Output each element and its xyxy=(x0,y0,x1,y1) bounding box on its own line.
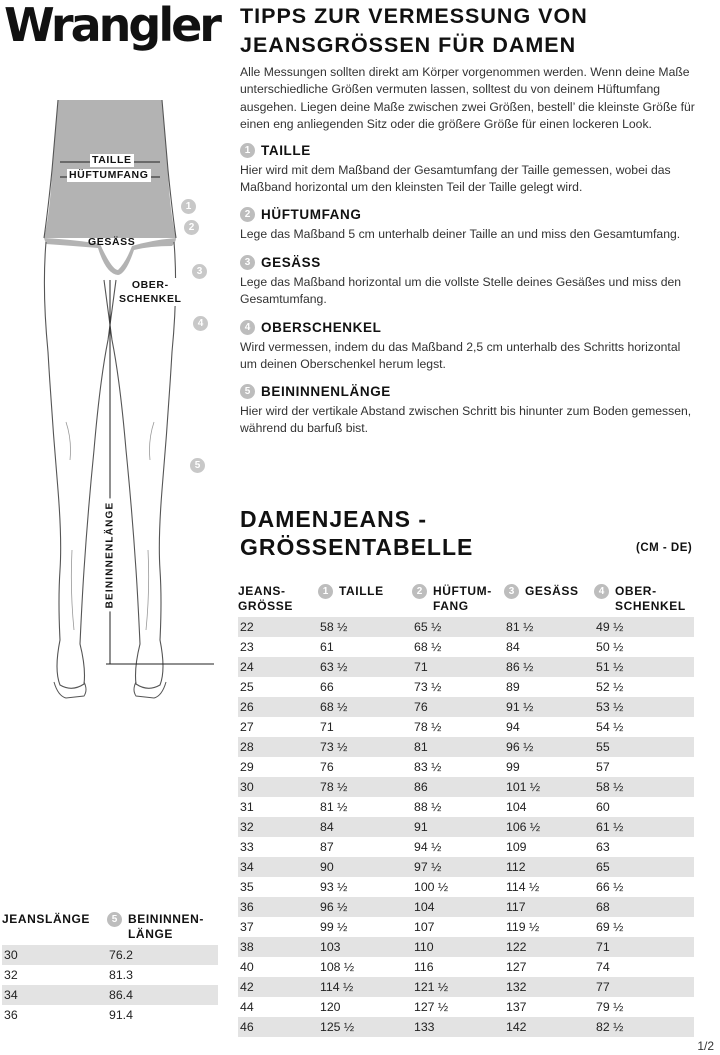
table-cell: 103 xyxy=(318,937,412,957)
table-cell: 78 ½ xyxy=(414,720,442,734)
table-cell: 101 ½ xyxy=(504,777,594,797)
number-1-icon: 1 xyxy=(240,143,255,158)
table-cell: 90 xyxy=(318,857,412,877)
table-cell: 82 ½ xyxy=(594,1017,694,1037)
table-cell: 119 ½ xyxy=(506,920,540,934)
table-cell: 46 xyxy=(238,1017,318,1037)
table-row xyxy=(238,737,694,757)
table-cell: 63 xyxy=(596,840,610,854)
table-cell: 60 xyxy=(596,800,610,814)
table-cell: 30 xyxy=(2,945,107,965)
table-cell: 86.4 xyxy=(107,985,218,1005)
table-cell: 27 xyxy=(240,720,254,734)
table-cell: 104 xyxy=(506,800,527,814)
table-cell: 57 xyxy=(596,760,610,774)
table-cell: 127 xyxy=(506,960,527,974)
table-row xyxy=(238,857,694,877)
table-cell: 78 ½ xyxy=(318,777,412,797)
number-5-icon: 5 xyxy=(107,912,122,927)
figure-number-4-icon: 4 xyxy=(193,316,208,331)
column-header: JEANS- GRÖSSE xyxy=(238,584,293,613)
table-cell: 91.4 xyxy=(109,1008,133,1022)
section-taille xyxy=(240,140,700,196)
page-number: 1/2 xyxy=(697,1039,714,1053)
section-oberschenkel xyxy=(240,317,700,373)
table-cell: 31 xyxy=(240,800,254,814)
wrangler-logo: Wrangler xyxy=(4,0,219,52)
section-heading: TAILLE xyxy=(261,142,311,158)
body-measurement-figure xyxy=(0,70,220,710)
table-cell: 71 xyxy=(320,720,334,734)
number-2-icon: 2 xyxy=(240,207,255,222)
figure-label-beininnenlaenge: BEININNENLÄNGE xyxy=(103,500,117,610)
table-cell: 49 ½ xyxy=(594,617,694,637)
table-cell: 42 xyxy=(238,977,318,997)
table-cell: 33 xyxy=(240,840,254,854)
table-row xyxy=(238,757,694,777)
table-cell: 87 xyxy=(320,840,334,854)
table-row xyxy=(238,617,694,637)
table-cell: 68 xyxy=(594,897,694,917)
section-body: Hier wird der vertikale Abstand zwischen Schritt bis hinunter zum Boden gemessen, während du barfuß bist. xyxy=(240,404,692,435)
table-cell: 53 ½ xyxy=(594,697,694,717)
table-cell: 66 xyxy=(320,680,334,694)
table-row xyxy=(238,997,694,1017)
table-cell: 55 xyxy=(594,737,694,757)
table-cell: 142 xyxy=(504,1017,594,1037)
section-heading: OBERSCHENKEL xyxy=(261,319,382,335)
table-cell: 84 xyxy=(506,640,520,654)
table-cell: 25 xyxy=(240,680,254,694)
unit-label: (CM - DE) xyxy=(636,542,693,554)
table-cell: 79 ½ xyxy=(596,1000,624,1014)
table-cell: 127 ½ xyxy=(414,1000,449,1014)
column-header: 5 BEININNEN- LÄNGE xyxy=(107,912,218,945)
table-cell: 54 ½ xyxy=(596,720,624,734)
table-cell: 22 xyxy=(238,617,318,637)
table-row xyxy=(2,985,218,1005)
table-cell: 116 xyxy=(414,960,434,974)
table-row xyxy=(238,797,694,817)
table-cell: 108 ½ xyxy=(320,960,355,974)
figure-number-5-icon: 5 xyxy=(190,458,205,473)
table-cell: 65 ½ xyxy=(412,617,504,637)
column-header: 2 HÜFTUM- FANG xyxy=(412,584,504,617)
table-row xyxy=(238,837,694,857)
figure-label-gesaess: GESÄSS xyxy=(88,236,136,248)
table-cell: 73 ½ xyxy=(414,680,442,694)
table-cell: 28 xyxy=(238,737,318,757)
table-cell: 99 xyxy=(506,760,520,774)
figure-label-taille: TAILLE xyxy=(92,154,132,166)
table-cell: 81.3 xyxy=(109,968,133,982)
table-cell: 58 ½ xyxy=(318,617,412,637)
table-cell: 63 ½ xyxy=(318,657,412,677)
table-cell: 89 xyxy=(506,680,520,694)
section-gesaess xyxy=(240,252,700,308)
table-row xyxy=(2,1005,218,1025)
number-2-icon: 2 xyxy=(412,584,427,599)
table-cell: 36 xyxy=(238,897,318,917)
page-title xyxy=(240,2,710,60)
figure-number-3-icon: 3 xyxy=(192,264,207,279)
table-cell: 23 xyxy=(240,640,254,654)
table-row xyxy=(238,917,694,937)
table-row xyxy=(238,977,694,997)
table-row xyxy=(238,677,694,697)
number-5-icon: 5 xyxy=(240,384,255,399)
column-header: 3 GESÄSS xyxy=(504,584,594,617)
table-cell: 81 xyxy=(412,737,504,757)
table-cell: 88 ½ xyxy=(414,800,442,814)
table-cell: 40 xyxy=(240,960,254,974)
title-line-2: JEANSGRÖSSEN FÜR DAMEN xyxy=(240,33,577,57)
number-3-icon: 3 xyxy=(240,255,255,270)
table-row xyxy=(238,937,694,957)
table-cell: 76 xyxy=(412,697,504,717)
figure-number-1-icon: 1 xyxy=(181,199,196,214)
figure-number-2-icon: 2 xyxy=(184,220,199,235)
table-cell: 104 xyxy=(412,897,504,917)
length-table xyxy=(2,912,218,1025)
table-cell: 114 ½ xyxy=(318,977,412,997)
section-hueftumfang xyxy=(240,204,700,243)
figure-label-oberschenkel: OBER- SCHENKEL xyxy=(119,279,182,305)
column-header: JEANSLÄNGE xyxy=(2,912,91,926)
table-cell: 94 xyxy=(506,720,520,734)
table-cell: 69 ½ xyxy=(596,920,624,934)
table-row xyxy=(238,877,694,897)
table-cell: 94 ½ xyxy=(414,840,442,854)
table-cell: 97 ½ xyxy=(412,857,504,877)
table-cell: 83 ½ xyxy=(414,760,442,774)
table-cell: 91 xyxy=(412,817,504,837)
table-cell: 81 ½ xyxy=(504,617,594,637)
table-cell: 121 ½ xyxy=(412,977,504,997)
table-cell: 120 xyxy=(320,1000,341,1014)
table-row xyxy=(238,657,694,677)
table-cell: 32 xyxy=(4,968,18,982)
table-cell: 68 ½ xyxy=(318,697,412,717)
number-4-icon: 4 xyxy=(240,320,255,335)
column-header: 4 OBER- SCHENKEL xyxy=(594,584,694,617)
number-1-icon: 1 xyxy=(318,584,333,599)
table-cell: 122 xyxy=(504,937,594,957)
table-cell: 52 ½ xyxy=(596,680,624,694)
table-cell: 73 ½ xyxy=(318,737,412,757)
table-cell: 35 xyxy=(240,880,254,894)
table-cell: 96 ½ xyxy=(504,737,594,757)
table-cell: 34 xyxy=(238,857,318,877)
section-beininnenlaenge xyxy=(240,381,700,437)
table-cell: 30 xyxy=(238,777,318,797)
table-row xyxy=(2,965,218,985)
table-cell: 117 xyxy=(504,897,594,917)
table-row xyxy=(238,637,694,657)
section-body: Wird vermessen, indem du das Maßband 2,5 cm unterhalb des Schritts horizontal um deinen Oberschenkel herum legst. xyxy=(240,340,681,371)
table-title: DAMENJEANS - GRÖSSENTABELLE xyxy=(240,506,474,560)
table-cell: 125 ½ xyxy=(318,1017,412,1037)
table-row xyxy=(238,697,694,717)
table-cell: 77 xyxy=(594,977,694,997)
table-row xyxy=(238,897,694,917)
column-header: 1 TAILLE xyxy=(318,584,412,617)
table-cell: 58 ½ xyxy=(594,777,694,797)
table-cell: 110 xyxy=(412,937,504,957)
table-cell: 37 xyxy=(240,920,254,934)
table-cell: 114 ½ xyxy=(506,880,540,894)
table-cell: 68 ½ xyxy=(414,640,442,654)
table-cell: 29 xyxy=(240,760,254,774)
table-row xyxy=(238,777,694,797)
table-cell: 50 ½ xyxy=(596,640,624,654)
table-row xyxy=(238,717,694,737)
table-cell: 106 ½ xyxy=(504,817,594,837)
table-cell: 84 xyxy=(318,817,412,837)
table-cell: 44 xyxy=(240,1000,254,1014)
table-cell: 86 xyxy=(412,777,504,797)
table-cell: 107 xyxy=(414,920,435,934)
table-cell: 36 xyxy=(4,1008,18,1022)
section-body: Lege das Maßband horizontal um die vollste Stelle deines Gesäßes und miss den Gesamtumfang. xyxy=(240,275,682,306)
table-cell: 34 xyxy=(2,985,107,1005)
table-row xyxy=(238,1017,694,1037)
section-body: Hier wird mit dem Maßband der Gesamtumfang der Taille gemessen, wobei das Maßband horizontal um den kleinsten Teil der Taille gelegt wird. xyxy=(240,163,671,194)
table-cell: 76 xyxy=(320,760,334,774)
table-cell: 65 xyxy=(594,857,694,877)
table-cell: 32 xyxy=(238,817,318,837)
table-row xyxy=(238,957,694,977)
section-heading: GESÄSS xyxy=(261,254,321,270)
title-line-1: TIPPS ZUR VERMESSUNG VON xyxy=(240,4,588,28)
size-table xyxy=(238,584,694,1037)
figure-label-hueftumfang: HÜFTUMFANG xyxy=(69,169,149,181)
table-cell: 96 ½ xyxy=(318,897,412,917)
table-cell: 100 ½ xyxy=(414,880,449,894)
number-3-icon: 3 xyxy=(504,584,519,599)
section-heading: HÜFTUMFANG xyxy=(261,206,362,222)
number-4-icon: 4 xyxy=(594,584,609,599)
intro-text: Alle Messungen sollten direkt am Körper vorgenommen werden. Wenn deine Maße unterschiedliche Größen vermuten lassen, solltest du von deinem Hüftumfang ausgehen. Liegen deine Maße zwischen zwei Größen, bestell’ die kleinste Größe für einen eng anliegenden Sitz oder die größere Größe für einen lockeren Look. xyxy=(240,65,695,132)
table-row xyxy=(238,817,694,837)
table-cell: 81 ½ xyxy=(320,800,348,814)
table-cell: 61 xyxy=(320,640,334,654)
section-body: Lege das Maßband 5 cm unterhalb deiner Taille an und miss den Gesamtumfang. xyxy=(240,227,681,241)
table-cell: 86 ½ xyxy=(504,657,594,677)
table-cell: 137 xyxy=(506,1000,527,1014)
table-cell: 24 xyxy=(238,657,318,677)
table-cell: 99 ½ xyxy=(320,920,348,934)
table-cell: 61 ½ xyxy=(594,817,694,837)
table-cell: 132 xyxy=(504,977,594,997)
table-cell: 133 xyxy=(412,1017,504,1037)
table-cell: 66 ½ xyxy=(596,880,624,894)
table-cell: 74 xyxy=(596,960,610,974)
section-heading: BEININNENLÄNGE xyxy=(261,383,391,399)
table-cell: 112 xyxy=(504,857,594,877)
table-cell: 26 xyxy=(238,697,318,717)
table-cell: 109 xyxy=(506,840,527,854)
table-cell: 38 xyxy=(238,937,318,957)
table-cell: 71 xyxy=(412,657,504,677)
table-cell: 76.2 xyxy=(107,945,218,965)
table-cell: 71 xyxy=(594,937,694,957)
table-cell: 91 ½ xyxy=(504,697,594,717)
table-row xyxy=(2,945,218,965)
table-cell: 93 ½ xyxy=(320,880,348,894)
table-cell: 51 ½ xyxy=(594,657,694,677)
